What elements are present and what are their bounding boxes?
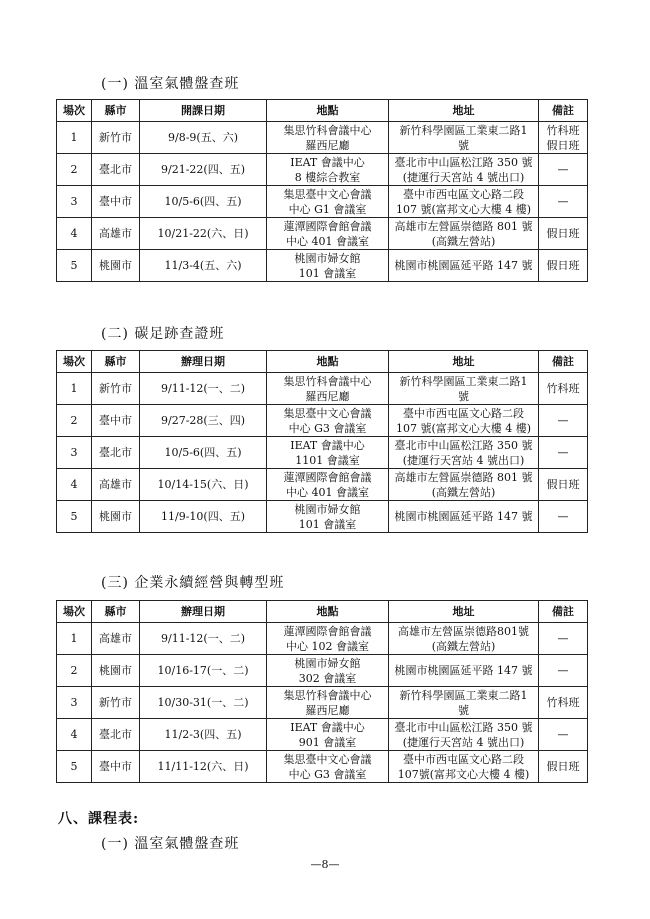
schedule-table-1: [56, 99, 588, 282]
address-cell-line: (高鐵左營站): [431, 234, 496, 248]
note-cell: [539, 218, 588, 250]
address-cell: [389, 405, 539, 437]
venue-cell-line: 中心 401 會議室: [286, 234, 369, 248]
venue-cell-line: 集思竹科會議中心: [283, 688, 372, 702]
table-row: [57, 751, 588, 783]
column-header: 縣市: [92, 351, 140, 373]
venue-cell-line: 集思竹科會議中心: [283, 123, 372, 137]
session-number-cell: 1: [57, 122, 92, 154]
date-cell: 10/5-6(四、五): [140, 186, 267, 218]
column-header: 備註: [539, 351, 588, 373]
city-cell: 臺中市: [92, 751, 140, 783]
page-number: —8—: [310, 858, 340, 871]
venue-cell-line: 302 會議室: [298, 671, 357, 685]
city-cell: 高雄市: [92, 218, 140, 250]
address-cell: [389, 719, 539, 751]
venue-cell-line: 1101 會議室: [295, 453, 360, 467]
table-row: [57, 250, 588, 282]
address-cell-line: 號: [458, 138, 469, 152]
venue-cell: [267, 469, 389, 501]
table-row: [57, 687, 588, 719]
session-number-cell: 4: [57, 218, 92, 250]
address-cell: [389, 373, 539, 405]
venue-cell-line: 蓮潭國際會館會議: [283, 470, 372, 484]
note-cell-line: 假日班: [546, 227, 580, 240]
column-header: 場次: [57, 100, 92, 122]
note-cell: [539, 623, 588, 655]
city-cell: 新竹市: [92, 122, 140, 154]
city-cell: 臺北市: [92, 437, 140, 469]
address-cell: [389, 469, 539, 501]
session-number-cell: 4: [57, 469, 92, 501]
note-cell: [539, 719, 588, 751]
column-header: 備註: [539, 601, 588, 623]
venue-cell: [267, 655, 389, 687]
schedule-table-2: [56, 350, 588, 533]
note-cell: [539, 373, 588, 405]
note-cell: [539, 469, 588, 501]
city-cell: 桃園市: [92, 655, 140, 687]
venue-cell-line: 901 會議室: [298, 735, 357, 749]
venue-cell: [267, 373, 389, 405]
table-header-row: [57, 351, 588, 373]
note-cell-line: 竹科班: [546, 696, 580, 709]
address-cell-line: 107 號(富邦文心大樓 4 樓): [395, 202, 532, 216]
column-header: 地址: [389, 601, 539, 623]
table-row: [57, 218, 588, 250]
note-cell: [539, 122, 588, 154]
session-number-cell: 1: [57, 373, 92, 405]
venue-cell-line: 蓮潭國際會館會議: [283, 624, 372, 638]
date-cell: 9/11-12(一、二): [140, 373, 267, 405]
table-row: [57, 122, 588, 154]
city-cell: 桃園市: [92, 501, 140, 533]
address-cell-line: 新竹科學園區工業東二路1: [399, 374, 528, 388]
venue-cell-line: 桃園市婦女館: [294, 502, 361, 516]
date-cell: 11/2-3(四、五): [140, 719, 267, 751]
city-cell: 臺中市: [92, 186, 140, 218]
venue-cell-line: 中心 G3 會議室: [288, 767, 367, 781]
note-cell: [539, 437, 588, 469]
session-number-cell: 3: [57, 186, 92, 218]
address-cell-line: 高雄市左營區崇德路 801 號: [394, 219, 533, 233]
note-cell: [539, 405, 588, 437]
note-cell-line: 假日班: [546, 138, 580, 152]
address-cell: [389, 623, 539, 655]
session-number-cell: 4: [57, 719, 92, 751]
date-cell: 11/9-10(四、五): [140, 501, 267, 533]
venue-cell-line: IEAT 會議中心: [290, 720, 365, 734]
date-cell: 11/11-12(六、日): [140, 751, 267, 783]
address-cell-line: (捷運行天宮站 4 號出口): [402, 453, 525, 467]
session-number-cell: 3: [57, 687, 92, 719]
table-header-row: [57, 601, 588, 623]
note-cell-line: —: [557, 446, 569, 459]
table-row: [57, 623, 588, 655]
schedule-table-3: [56, 600, 588, 783]
address-cell: [389, 122, 539, 154]
address-cell-line: 新竹科學園區工業東二路1: [399, 688, 528, 702]
address-cell-line: (捷運行天宮站 4 號出口): [402, 170, 525, 184]
venue-cell: [267, 405, 389, 437]
address-cell-line: 桃園市桃園區延平路 147 號: [394, 259, 533, 272]
date-cell: 11/3-4(五、六): [140, 250, 267, 282]
address-cell-line: 桃園市桃園區延平路 147 號: [394, 510, 533, 523]
section-1-title: (一) 溫室氣體盤查班: [101, 76, 240, 92]
address-cell: [389, 751, 539, 783]
address-cell-line: (捷運行天宮站 4 號出口): [402, 735, 525, 749]
venue-cell-line: 羅西尼廳: [305, 703, 350, 717]
address-cell-line: 桃園市桃園區延平路 147 號: [394, 664, 533, 677]
address-cell-line: 臺中市西屯區文心路二段: [403, 187, 524, 201]
note-cell: [539, 154, 588, 186]
address-cell: [389, 501, 539, 533]
address-cell: [389, 250, 539, 282]
venue-cell-line: 8 樓綜合教室: [294, 170, 361, 184]
column-header: 地址: [389, 100, 539, 122]
date-cell: 10/16-17(一、二): [140, 655, 267, 687]
venue-cell-line: 101 會議室: [298, 517, 357, 531]
venue-cell-line: 集思竹科會議中心: [283, 374, 372, 388]
address-cell: [389, 154, 539, 186]
table-row: [57, 373, 588, 405]
session-number-cell: 5: [57, 250, 92, 282]
date-cell: 10/14-15(六、日): [140, 469, 267, 501]
address-cell: [389, 186, 539, 218]
venue-cell: [267, 218, 389, 250]
venue-cell-line: 中心 G1 會議室: [288, 202, 367, 216]
note-cell-line: —: [557, 195, 569, 208]
venue-cell-line: 桃園市婦女館: [294, 251, 361, 265]
session-number-cell: 1: [57, 623, 92, 655]
address-cell-line: 臺中市西屯區文心路二段: [403, 752, 524, 766]
venue-cell-line: 101 會議室: [298, 266, 357, 280]
column-header: 場次: [57, 351, 92, 373]
address-cell-line: 號: [458, 389, 469, 403]
table-header-row: [57, 100, 588, 122]
address-cell-line: 臺北市中山區松江路 350 號: [394, 438, 533, 452]
city-cell: 臺北市: [92, 719, 140, 751]
address-cell-line: 臺北市中山區松江路 350 號: [394, 155, 533, 169]
session-number-cell: 5: [57, 501, 92, 533]
table-row: [57, 437, 588, 469]
section-2-title: (二) 碳足跡查證班: [101, 326, 225, 342]
address-cell: [389, 437, 539, 469]
note-cell-line: —: [557, 163, 569, 176]
date-cell: 10/30-31(一、二): [140, 687, 267, 719]
note-cell: [539, 655, 588, 687]
city-cell: 高雄市: [92, 469, 140, 501]
note-cell-line: 假日班: [546, 259, 580, 272]
column-header: 開課日期: [140, 100, 267, 122]
venue-cell: [267, 122, 389, 154]
column-header: 辦理日期: [140, 351, 267, 373]
address-cell: [389, 218, 539, 250]
city-cell: 新竹市: [92, 373, 140, 405]
table-row: [57, 469, 588, 501]
city-cell: 臺北市: [92, 154, 140, 186]
table-row: [57, 719, 588, 751]
venue-cell: [267, 250, 389, 282]
column-header: 地點: [267, 100, 389, 122]
address-cell-line: 臺中市西屯區文心路二段: [403, 406, 524, 420]
venue-cell-line: 集思臺中文心會議: [283, 187, 372, 201]
address-cell-line: (高鐵左營站): [431, 485, 496, 499]
column-header: 縣市: [92, 100, 140, 122]
venue-cell-line: 桃園市婦女館: [294, 656, 361, 670]
venue-cell: [267, 751, 389, 783]
date-cell: 10/21-22(六、日): [140, 218, 267, 250]
address-cell-line: 107號(富邦文心大樓 4 樓): [397, 767, 530, 781]
table-row: [57, 501, 588, 533]
venue-cell-line: 中心 G3 會議室: [288, 421, 367, 435]
column-header: 場次: [57, 601, 92, 623]
table-row: [57, 405, 588, 437]
date-cell: 9/21-22(四、五): [140, 154, 267, 186]
column-header: 地址: [389, 351, 539, 373]
venue-cell-line: 羅西尼廳: [305, 138, 350, 152]
venue-cell: [267, 623, 389, 655]
note-cell-line: —: [557, 510, 569, 523]
section-8-subheading: (一) 溫室氣體盤查班: [101, 836, 240, 852]
session-number-cell: 2: [57, 405, 92, 437]
venue-cell-line: 蓮潭國際會館會議: [283, 219, 372, 233]
note-cell-line: —: [557, 728, 569, 741]
venue-cell: [267, 186, 389, 218]
note-cell: [539, 186, 588, 218]
venue-cell-line: 羅西尼廳: [305, 389, 350, 403]
city-cell: 桃園市: [92, 250, 140, 282]
column-header: 縣市: [92, 601, 140, 623]
address-cell-line: (高鐵左營站): [431, 639, 496, 653]
note-cell: [539, 687, 588, 719]
address-cell: [389, 687, 539, 719]
venue-cell-line: 集思臺中文心會議: [283, 752, 372, 766]
column-header: 地點: [267, 601, 389, 623]
venue-cell-line: IEAT 會議中心: [290, 438, 365, 452]
venue-cell-line: 中心 401 會議室: [286, 485, 369, 499]
section-3-title: (三) 企業永續經營與轉型班: [101, 575, 285, 591]
session-number-cell: 2: [57, 154, 92, 186]
session-number-cell: 5: [57, 751, 92, 783]
venue-cell: [267, 719, 389, 751]
note-cell: [539, 250, 588, 282]
address-cell: [389, 655, 539, 687]
address-cell-line: 高雄市左營區崇德路801號: [398, 624, 529, 638]
note-cell-line: —: [557, 664, 569, 677]
address-cell-line: 臺北市中山區松江路 350 號: [394, 720, 533, 734]
column-header: 辦理日期: [140, 601, 267, 623]
date-cell: 9/8-9(五、六): [140, 122, 267, 154]
venue-cell-line: IEAT 會議中心: [290, 155, 365, 169]
column-header: 備註: [539, 100, 588, 122]
date-cell: 9/11-12(一、二): [140, 623, 267, 655]
table-row: [57, 186, 588, 218]
city-cell: 新竹市: [92, 687, 140, 719]
city-cell: 臺中市: [92, 405, 140, 437]
table-row: [57, 154, 588, 186]
venue-cell-line: 中心 102 會議室: [286, 639, 369, 653]
note-cell-line: 竹科班: [546, 123, 580, 137]
address-cell-line: 新竹科學園區工業東二路1: [399, 123, 528, 137]
venue-cell: [267, 154, 389, 186]
address-cell-line: 107 號(富邦文心大樓 4 樓): [395, 421, 532, 435]
note-cell-line: —: [557, 632, 569, 645]
note-cell-line: 假日班: [546, 478, 580, 491]
note-cell-line: 假日班: [546, 760, 580, 773]
section-8-heading: 八、課程表:: [58, 811, 140, 827]
date-cell: 10/5-6(四、五): [140, 437, 267, 469]
table-row: [57, 655, 588, 687]
date-cell: 9/27-28(三、四): [140, 405, 267, 437]
address-cell-line: 高雄市左營區崇德路 801 號: [394, 470, 533, 484]
note-cell: [539, 751, 588, 783]
note-cell-line: —: [557, 414, 569, 427]
venue-cell: [267, 501, 389, 533]
session-number-cell: 3: [57, 437, 92, 469]
venue-cell: [267, 437, 389, 469]
column-header: 地點: [267, 351, 389, 373]
city-cell: 高雄市: [92, 623, 140, 655]
note-cell-line: 竹科班: [546, 382, 580, 395]
venue-cell-line: 集思臺中文心會議: [283, 406, 372, 420]
venue-cell: [267, 687, 389, 719]
note-cell: [539, 501, 588, 533]
session-number-cell: 2: [57, 655, 92, 687]
address-cell-line: 號: [458, 703, 469, 717]
